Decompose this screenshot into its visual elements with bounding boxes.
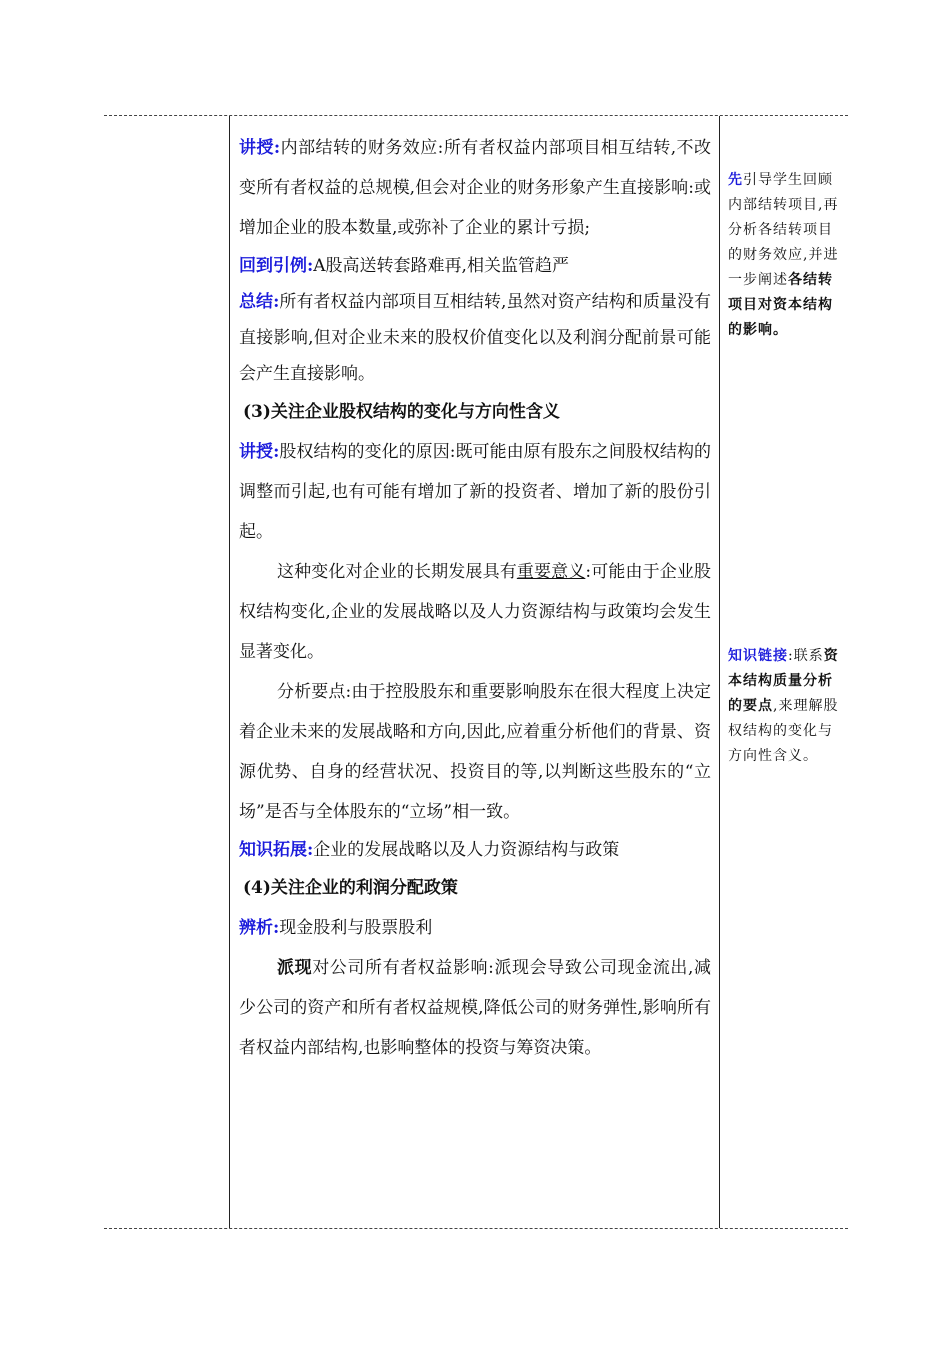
paragraph-knowledge-extension: 知识拓展:企业的发展战略以及人力资源结构与政策 <box>239 840 620 860</box>
section-heading-4: (4)关注企业的利润分配政策 <box>243 878 458 898</box>
underlined-term: 重要意义 <box>516 562 586 582</box>
paragraph-lecture-equity: 讲授:股权结构的变化的原因:既可能由原有股东之间股权结构的调整而引起,也有可能有增加了新的投资者、增加了新的股份引起。 <box>239 442 711 542</box>
column-divider <box>229 116 230 1228</box>
paragraph-example: 回到引例:A股高送转套路难再,相关监管趋严 <box>239 256 569 276</box>
paragraph-cash-dividend: 派现对公司所有者权益影响:派现会导致公司现金流出,减少公司的资产和所有者权益规模,降低公司的财务弹性,影响所有者权益内部结构,也影响整体的投资与筹资决策。 <box>239 958 712 1058</box>
label-knowledge-link: 知识链接 <box>728 648 788 664</box>
paragraph-summary: 总结:所有者权益内部项目互相结转,虽然对资产结构和质量没有直接影响,但对企业未来的股权价值变化以及利润分配前景可能会产生直接影响。 <box>239 292 711 384</box>
label-example: 回到引例: <box>239 256 314 276</box>
lesson-table <box>104 115 848 1229</box>
column-divider <box>719 116 720 1228</box>
label-discrimination: 辨析: <box>239 918 280 938</box>
teaching-note-1: 先引导学生回顾内部结转项目,再分析各结转项目的财务效应,并进一步阐述各结转项目对资本结构的影响。 <box>728 172 839 338</box>
teaching-note-2: 知识链接:联系资本结构质量分析的要点,来理解股权结构的变化与方向性含义。 <box>728 648 839 764</box>
label-extension: 知识拓展: <box>239 840 314 860</box>
label-lecture: 讲授: <box>239 442 280 462</box>
term-cash-dividend: 派现 <box>277 958 313 978</box>
section-heading-3: (3)关注企业股权结构的变化与方向性含义 <box>243 402 560 422</box>
paragraph-analysis-points: 分析要点:由于控股股东和重要影响股东在很大程度上决定着企业未来的发展战略和方向,因此,应着重分析他们的背景、资源优势、自身的经营状况、投资目的等,以判断这些股东的“立场”是否与全体股东的“立场”相一致。 <box>239 682 711 822</box>
paragraph-significance: 这种变化对企业的长期发展具有重要意义:可能由于企业股权结构变化,企业的发展战略以及人力资源结构与政策均会发生显著变化。 <box>239 562 712 662</box>
label-lecture: 讲授: <box>239 138 281 158</box>
main-content-cell <box>239 128 711 1068</box>
paragraph-discrimination: 辨析:现金股利与股票股利 <box>239 918 433 938</box>
label-summary: 总结: <box>239 292 280 312</box>
paragraph-lecture-transfer: 讲授:内部结转的财务效应:所有者权益内部项目相互结转,不改变所有者权益的总规模,但会对企业的财务形象产生直接影响:或增加企业的股本数量,或弥补了企业的累计亏损; <box>239 138 711 238</box>
